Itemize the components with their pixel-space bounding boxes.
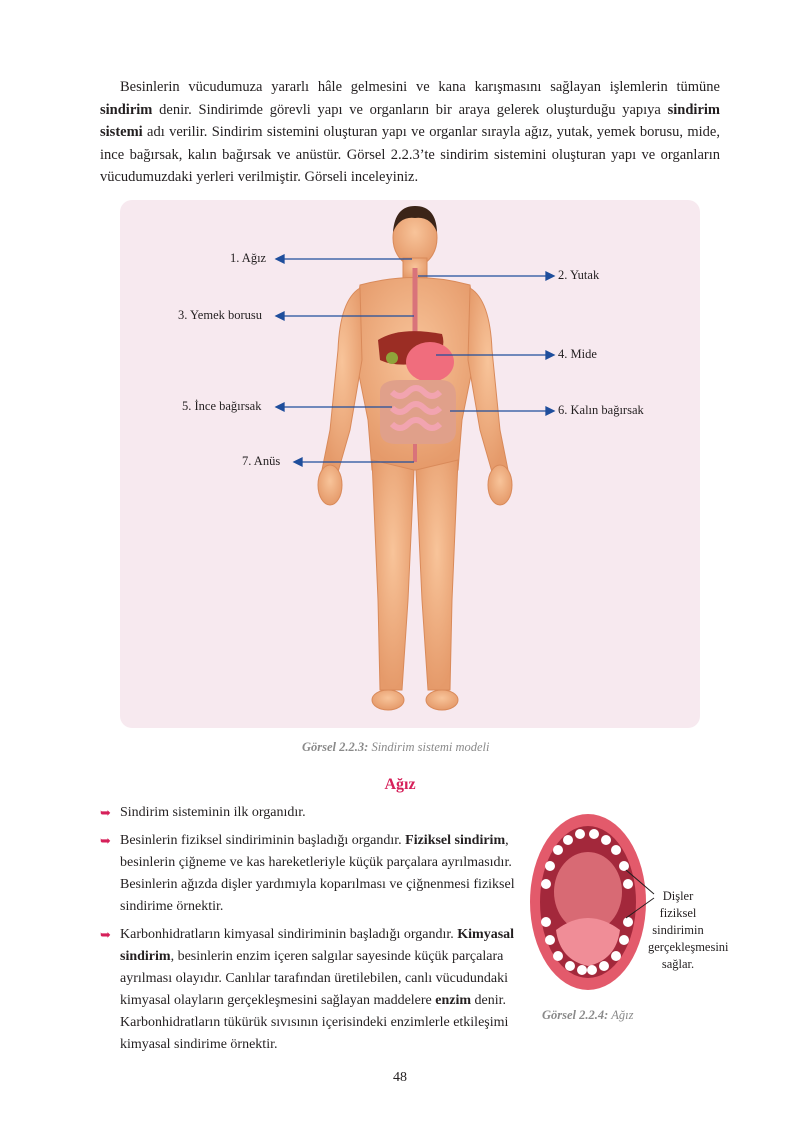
bullet-arrow-icon: ➥ — [100, 927, 111, 942]
bullet-text: , besinlerin çiğneme ve kas hareketleriyle küçük parçalara ayrılmasıdır. Besinlerin ağızda dişler yardımıyla koparılması ve çiğnenmesi fiziksel sindirime örnektir. — [120, 833, 515, 914]
bullet-arrow-icon: ➥ — [100, 805, 111, 820]
term-kimyasal-sindirim: Kimyasal sindirim — [120, 927, 515, 964]
label-anus: 7. Anüs — [242, 454, 281, 468]
figure1-caption-text: Sindirim sistemi modeli — [368, 740, 490, 754]
page-number: 48 — [393, 1070, 407, 1085]
intro-text-1: Besinlerin vücudumuza yararlı hâle gelmesini ve kana karışmasını sağlayan işlemlerin tümüne — [120, 79, 720, 95]
figure2-caption-number: Görsel 2.2.4: — [542, 1008, 609, 1022]
intro-text-2: denir. Sindirimde görevli yapı ve organların bir araya gelerek oluşturduğu yapıya — [152, 101, 668, 118]
bullet-text: denir. Karbonhidratların tükürük sıvısının içerisindeki enzimlerle etkileşimi kimyasal sindirime örnektir. — [120, 993, 509, 1052]
figure1-caption — [302, 740, 490, 755]
label-agiz: 1. Ağız — [230, 251, 267, 265]
term-fiziksel-sindirim: Fiziksel sindirim — [405, 833, 506, 848]
mouth-bullet-list — [100, 802, 540, 1062]
figure2-caption-text: Ağız — [608, 1008, 634, 1022]
label-yemek-borusu: 3. Yemek borusu — [178, 308, 263, 322]
label-yutak: 2. Yutak — [558, 268, 600, 282]
label-ince-bagirsak: 5. İnce bağırsak — [182, 399, 262, 413]
bullet-text: , besinlerin enzim içeren salgılar sayesinde küçük parçalara ayrılması olayıdır. Canlılar tarafından üretilebilen, canlı vücudundaki kimyasal olayların gerçekleşmesini sağlayan maddelere — [120, 949, 508, 1008]
section-title-agiz: Ağız — [384, 776, 416, 793]
term-enzim: enzim — [435, 993, 472, 1008]
intro-text-3: adı verilir. Sindirim sistemini oluşturan yapı ve organlar sırayla ağız, yutak, yemek borusu, mide, ince bağırsak, kalın bağırsak ve anüstür. Görsel 2.2.3’te sindirim sistemini oluşturan yapı ve organların vücudumuzdaki yerleri verilmiştir. Görseli inceleyiniz. — [100, 124, 720, 186]
figure1-caption-number: Görsel 2.2.3: — [302, 740, 369, 754]
bullet-arrow-icon: ➥ — [100, 833, 111, 848]
bullet-text: Karbonhidratların kimyasal sindiriminin başladığı organdır. — [120, 927, 458, 942]
teeth-note: Dişler fiziksel sindirimin gerçekleşmesini sağlar. — [648, 889, 729, 971]
bullet-text: Besinlerin fiziksel sindiriminin başladığı organdır. — [120, 833, 406, 848]
list-item — [100, 924, 520, 1056]
term-sindirim-sistemi: sindirim sistemi — [100, 101, 720, 141]
list-item — [100, 802, 540, 824]
label-kalin-bagirsak: 6. Kalın bağırsak — [558, 403, 644, 417]
term-sindirim: sindirim — [100, 101, 153, 118]
bullet-text: Sindirim sisteminin ilk organıdır. — [120, 805, 306, 820]
label-mide: 4. Mide — [558, 347, 597, 361]
list-item — [100, 830, 520, 918]
figure2-caption — [542, 1008, 633, 1023]
